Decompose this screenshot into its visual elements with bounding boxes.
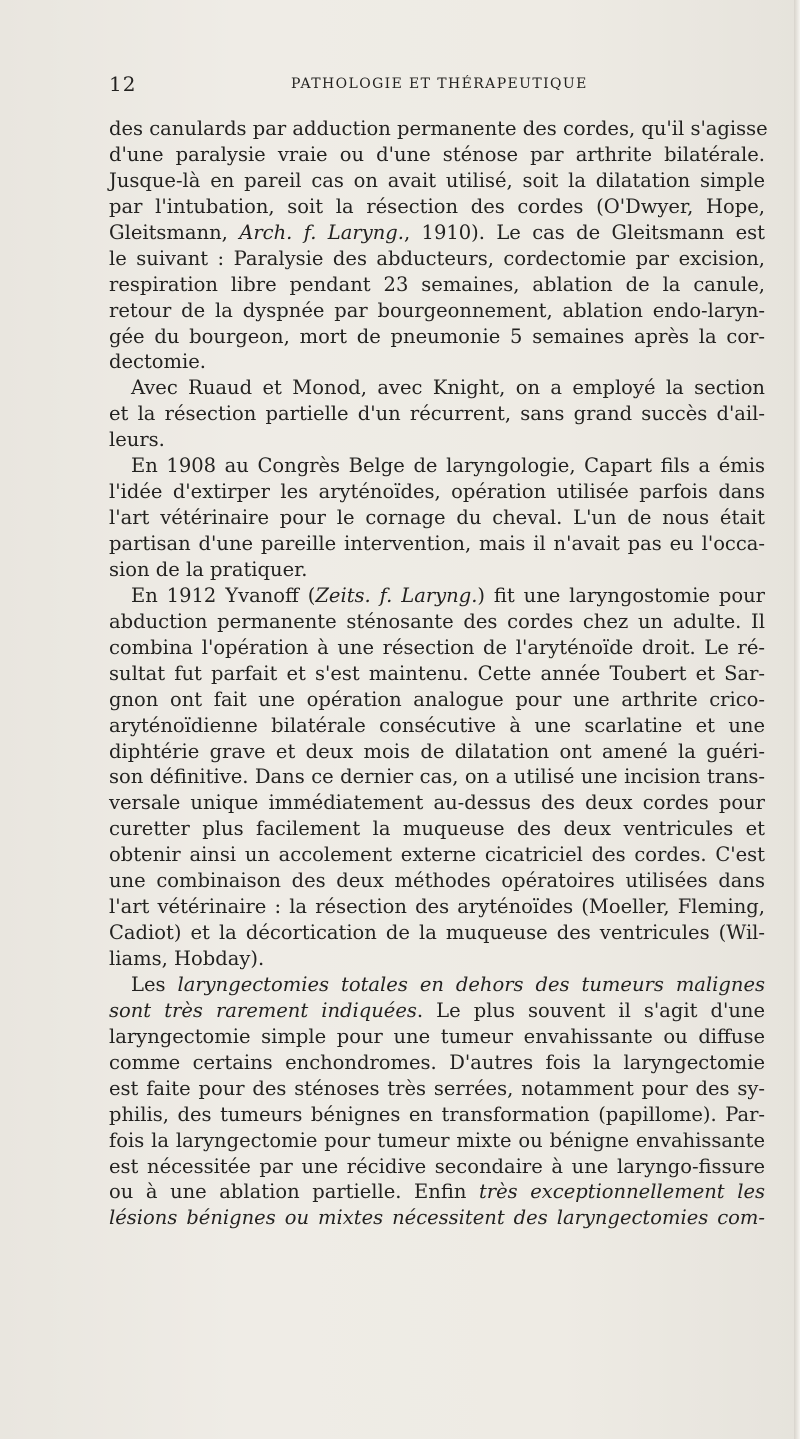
page-number: 12 (109, 72, 137, 96)
text-line: Cadiot) et la décortication de la muqueuse des ventricules (Wil- (109, 921, 765, 945)
text-line: sont très rarement indiquées. Le plus souvent il s'agit d'une (109, 998, 765, 1022)
text-line: obtenir ainsi un accolement externe cicatriciel des cordes. C'est (109, 843, 765, 867)
text-line: le suivant : Paralysie des abducteurs, cordectomie par excision, (109, 246, 765, 270)
body-text (109, 116, 768, 1231)
text-line: Avec Ruaud et Monod, avec Knight, on a employé la section (131, 376, 765, 400)
text-line: sion de la pratiquer. (109, 557, 308, 581)
text-line: respiration libre pendant 23 semaines, ablation de la canule, (109, 272, 765, 296)
text-line: diphtérie grave et deux mois de dilatation ont amené la guéri- (109, 739, 765, 763)
text-line: Gleitsmann, Arch. f. Laryng., 1910). Le cas de Gleitsmann est (109, 220, 765, 244)
page-edge (794, 0, 800, 1439)
text-line: l'art vétérinaire pour le cornage du cheval. L'un de nous était (109, 506, 765, 530)
running-title: PATHOLOGIE ET THÉRAPEUTIQUE (291, 76, 588, 92)
italic-text: très exceptionnellement les (478, 1180, 765, 1204)
text-line: liams, Hobday). (109, 947, 265, 970)
text-line: est faite pour des sténoses très serrées, notamment pour des sy- (109, 1076, 765, 1100)
text-line: l'idée d'extirper les aryténoïdes, opération utilisée parfois dans (109, 480, 765, 504)
italic-text: Zeits. f. Laryng. (315, 583, 478, 607)
text-line: philis, des tumeurs bénignes en transformation (papillome). Par- (109, 1102, 765, 1126)
text-line: versale unique immédiatement au-dessus des deux cordes pour (109, 791, 765, 815)
text-line: son définitive. Dans ce dernier cas, on a utilisé une incision trans- (109, 765, 765, 789)
text-line: Les laryngectomies totales en dehors des tumeurs malignes (131, 972, 765, 996)
text-line: ou à une ablation partielle. Enfin très exceptionnellement les (109, 1180, 765, 1204)
text-line: aryténoïdienne bilatérale consécutive à une scarlatine et une (109, 713, 765, 737)
text-line: par l'intubation, soit la résection des cordes (O'Dwyer, Hope, (109, 194, 765, 218)
text-line: dectomie. (109, 350, 206, 374)
text-line: des canulards par adduction permanente des cordes, qu'il s'agisse (109, 117, 768, 140)
text-line: sultat fut parfait et s'est maintenu. Cette année Toubert et Sar- (109, 661, 765, 685)
text-line: curetter plus facilement la muqueuse des deux ventricules et (109, 817, 765, 841)
italic-text: lésions bénignes ou mixtes nécessitent des laryngectomies com- (109, 1206, 765, 1230)
text-line: une combinaison des deux méthodes opératoires utilisées dans (109, 869, 765, 893)
text-line: En 1912 Yvanoff (Zeits. f. Laryng.) fit une laryngostomie pour (131, 583, 766, 607)
text-line: retour de la dyspnée par bourgeonnement, ablation endo-laryn- (109, 298, 765, 322)
text-line: leurs. (109, 428, 165, 452)
text-line: et la résection partielle d'un récurrent, sans grand succès d'ail- (109, 402, 765, 426)
text-line: comme certains enchondromes. D'autres fois la laryngectomie (109, 1050, 765, 1074)
text-line: est nécessitée par une récidive secondaire à une laryngo-fissure (109, 1154, 765, 1178)
page-header (109, 72, 689, 98)
text-line: En 1908 au Congrès Belge de laryngologie, Capart fils a émis (131, 454, 765, 478)
text-line: gée du bourgeon, mort de pneumonie 5 semaines après la cor- (109, 324, 765, 348)
italic-text: sont très rarement indiquées (109, 998, 417, 1022)
italic-text: Arch. f. Laryng. (239, 220, 404, 244)
text-line (109, 1205, 765, 1231)
text-line: d'une paralysie vraie ou d'une sténose par arthrite bilatérale. (109, 142, 765, 166)
text-line: combina l'opération à une résection de l'aryténoïde droit. Le ré- (109, 635, 765, 659)
text-line: laryngectomie simple pour une tumeur envahissante ou diffuse (109, 1024, 765, 1048)
text-line: Jusque-là en pareil cas on avait utilisé, soit la dilatation simple (109, 168, 765, 192)
text-line: l'art vétérinaire : la résection des aryténoïdes (Moeller, Fleming, (109, 895, 765, 919)
italic-text: laryngectomies totales en dehors des tumeurs malignes (177, 972, 765, 996)
text-line: gnon ont fait une opération analogue pour une arthrite crico- (109, 687, 765, 711)
text-line: fois la laryngectomie pour tumeur mixte ou bénigne envahissante (109, 1128, 765, 1152)
text-line: partisan d'une pareille intervention, mais il n'avait pas eu l'occa- (109, 532, 765, 555)
text-line: abduction permanente sténosante des cordes chez un adulte. Il (109, 609, 765, 633)
